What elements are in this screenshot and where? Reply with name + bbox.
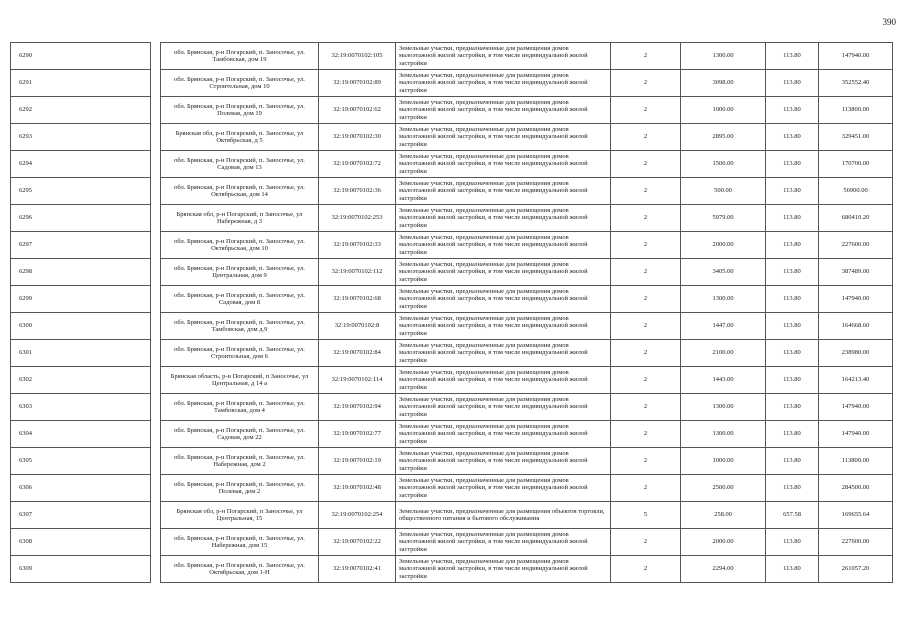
area-cell: 2100.00	[681, 340, 766, 367]
area-cell: 1300.00	[681, 43, 766, 70]
cadastral-number-cell: 32:19:0070102:19	[319, 448, 396, 475]
area-cell: 5979.00	[681, 205, 766, 232]
table-row	[11, 556, 893, 583]
specific-value-cell: 113.80	[766, 448, 819, 475]
table-row	[11, 340, 893, 367]
area-cell: 2000.00	[681, 232, 766, 259]
cadastral-value-cell: 147940.00	[819, 394, 893, 421]
area-cell: 1000.00	[681, 448, 766, 475]
column-gap	[151, 529, 161, 556]
specific-value-cell: 657.58	[766, 502, 819, 529]
land-use-cell: Земельные участки, предназначенные для размещения домов малоэтажной жилой застройки, в том числе индивидуальной жилой застройки	[396, 43, 611, 70]
cadastral-number-cell: 32:19:0070102:36	[319, 178, 396, 205]
cadastral-value-cell: 238980.00	[819, 340, 893, 367]
address-cell: обл. Брянская, р-н Погарский, п. Заносочье, ул. Садовая, дом 22	[161, 421, 319, 448]
specific-value-cell: 113.80	[766, 313, 819, 340]
group-cell: 2	[611, 151, 681, 178]
land-use-cell: Земельные участки, предназначенные для размещения домов малоэтажной жилой застройки, в том числе индивидуальной жилой застройки	[396, 475, 611, 502]
row-number: 6293	[11, 124, 151, 151]
specific-value-cell: 113.80	[766, 286, 819, 313]
land-use-cell: Земельные участки, предназначенные для размещения домов малоэтажной жилой застройки, в том числе индивидуальной жилой застройки	[396, 286, 611, 313]
land-use-cell: Земельные участки, предназначенные для размещения домов малоэтажной жилой застройки, в том числе индивидуальной жилой застройки	[396, 232, 611, 259]
land-use-cell: Земельные участки, предназначенные для размещения домов малоэтажной жилой застройки, в том числе индивидуальной жилой застройки	[396, 529, 611, 556]
land-use-cell: Земельные участки, предназначенные для размещения домов малоэтажной жилой застройки, в том числе индивидуальной жилой застройки	[396, 259, 611, 286]
address-cell: обл. Брянская, р-н Погарский, п. Заносочье, ул. Полевая, дом 2	[161, 475, 319, 502]
row-number: 6309	[11, 556, 151, 583]
cadastral-number-cell: 32:19:0070102:72	[319, 151, 396, 178]
group-cell: 2	[611, 43, 681, 70]
area-cell: 258.00	[681, 502, 766, 529]
column-gap	[151, 286, 161, 313]
area-cell: 3098.00	[681, 70, 766, 97]
table-row	[11, 313, 893, 340]
column-gap	[151, 70, 161, 97]
row-number: 6304	[11, 421, 151, 448]
cadastral-number-cell: 32:19:0070102:94	[319, 394, 396, 421]
column-gap	[151, 340, 161, 367]
column-gap	[151, 259, 161, 286]
column-gap	[151, 502, 161, 529]
table-row	[11, 151, 893, 178]
cadastral-number-cell: 32:19:0070102:62	[319, 97, 396, 124]
address-cell: Брянская область, р-н Погарский, п Заносочье, ул Центральная, д 14 а	[161, 367, 319, 394]
row-number: 6300	[11, 313, 151, 340]
land-use-cell: Земельные участки, предназначенные для размещения домов малоэтажной жилой застройки, в том числе индивидуальной жилой застройки	[396, 394, 611, 421]
group-cell: 2	[611, 448, 681, 475]
group-cell: 2	[611, 97, 681, 124]
area-cell: 3405.00	[681, 259, 766, 286]
group-cell: 2	[611, 556, 681, 583]
specific-value-cell: 113.80	[766, 178, 819, 205]
cadastral-value-cell: 261057.20	[819, 556, 893, 583]
table-row	[11, 475, 893, 502]
cadastral-number-cell: 32:19:0070102:77	[319, 421, 396, 448]
cadastral-number-cell: 32:19:0070102:112	[319, 259, 396, 286]
specific-value-cell: 113.80	[766, 556, 819, 583]
area-cell: 2895.00	[681, 124, 766, 151]
area-cell: 2294.00	[681, 556, 766, 583]
group-cell: 2	[611, 367, 681, 394]
land-use-cell: Земельные участки, предназначенные для размещения домов малоэтажной жилой застройки, в том числе индивидуальной жилой застройки	[396, 421, 611, 448]
table-row	[11, 286, 893, 313]
cadastral-number-cell: 32:19:0070102:22	[319, 529, 396, 556]
page-number: 390	[882, 17, 896, 27]
specific-value-cell: 113.80	[766, 259, 819, 286]
specific-value-cell: 113.80	[766, 394, 819, 421]
table-row	[11, 232, 893, 259]
table-row	[11, 70, 893, 97]
column-gap	[151, 205, 161, 232]
column-gap	[151, 475, 161, 502]
cadastral-number-cell: 32:19:0070102:84	[319, 340, 396, 367]
column-gap	[151, 313, 161, 340]
row-number: 6291	[11, 70, 151, 97]
cadastral-value-cell: 164668.60	[819, 313, 893, 340]
group-cell: 2	[611, 529, 681, 556]
column-gap	[151, 232, 161, 259]
cadastral-number-cell: 32:19:0070102:68	[319, 286, 396, 313]
column-gap	[151, 367, 161, 394]
address-cell: обл. Брянская, р-н Погарский, п. Заносочье, ул. Тамбовская, дом 4	[161, 394, 319, 421]
land-use-cell: Земельные участки, предназначенные для размещения домов малоэтажной жилой застройки, в том числе индивидуальной жилой застройки	[396, 70, 611, 97]
area-cell: 1300.00	[681, 394, 766, 421]
cadastral-value-cell: 113800.00	[819, 448, 893, 475]
land-use-cell: Земельные участки, предназначенные для размещения домов малоэтажной жилой застройки, в том числе индивидуальной жилой застройки	[396, 178, 611, 205]
cadastral-number-cell: 32:19:0070102:41	[319, 556, 396, 583]
area-cell: 1500.00	[681, 151, 766, 178]
cadastral-value-cell: 147940.00	[819, 43, 893, 70]
cadastral-value-cell: 680410.20	[819, 205, 893, 232]
specific-value-cell: 113.80	[766, 232, 819, 259]
cadastral-number-cell: 32:19:0070102:48	[319, 475, 396, 502]
cadastral-value-cell: 227600.00	[819, 529, 893, 556]
group-cell: 2	[611, 394, 681, 421]
specific-value-cell: 113.80	[766, 97, 819, 124]
land-use-cell: Земельные участки, предназначенные для размещения домов малоэтажной жилой застройки, в том числе индивидуальной жилой застройки	[396, 340, 611, 367]
row-number: 6301	[11, 340, 151, 367]
land-use-cell: Земельные участки, предназначенные для размещения домов малоэтажной жилой застройки, в том числе индивидуальной жилой застройки	[396, 367, 611, 394]
group-cell: 2	[611, 70, 681, 97]
column-gap	[151, 178, 161, 205]
column-gap	[151, 556, 161, 583]
cadastral-number-cell: 32:19:0070102:114	[319, 367, 396, 394]
specific-value-cell: 113.80	[766, 43, 819, 70]
specific-value-cell: 113.80	[766, 205, 819, 232]
specific-value-cell: 113.80	[766, 151, 819, 178]
land-use-cell: Земельные участки, предназначенные для размещения домов малоэтажной жилой застройки, в том числе индивидуальной жилой застройки	[396, 205, 611, 232]
address-cell: обл. Брянская, р-н Погарский, п. Заносочье, ул. Набережная, дом 15	[161, 529, 319, 556]
address-cell: обл. Брянская, р-н Погарский, п. Заносочье, ул. Тамбовская, дом 19	[161, 43, 319, 70]
specific-value-cell: 113.80	[766, 367, 819, 394]
group-cell: 2	[611, 178, 681, 205]
address-cell: обл. Брянская, р-н Погарский, п. Заносочье, ул. Тамбовская, дом д.9	[161, 313, 319, 340]
column-gap	[151, 124, 161, 151]
cadastral-value-cell: 284500.00	[819, 475, 893, 502]
row-number: 6294	[11, 151, 151, 178]
column-gap	[151, 394, 161, 421]
table-row	[11, 502, 893, 529]
row-number: 6307	[11, 502, 151, 529]
row-number: 6295	[11, 178, 151, 205]
area-cell: 1300.00	[681, 421, 766, 448]
specific-value-cell: 113.80	[766, 340, 819, 367]
row-number: 6303	[11, 394, 151, 421]
area-cell: 2500.00	[681, 475, 766, 502]
address-cell: обл. Брянская, р-н Погарский, п. Заносочье, ул. Октябрьская, дом 10	[161, 232, 319, 259]
row-number: 6296	[11, 205, 151, 232]
column-gap	[151, 43, 161, 70]
address-cell: Брянская обл, р-н Погарский, п Заносочье, ул Набережная, д 3	[161, 205, 319, 232]
table-row	[11, 394, 893, 421]
cadastral-number-cell: 32:19:0070102:33	[319, 232, 396, 259]
land-use-cell: Земельные участки, предназначенные для размещения домов малоэтажной жилой застройки, в том числе индивидуальной жилой застройки	[396, 313, 611, 340]
group-cell: 2	[611, 313, 681, 340]
address-cell: Брянская обл, р-н Погарский, п. Заносочье, ул Октябрьская, д 5	[161, 124, 319, 151]
cadastral-value-cell: 147940.00	[819, 286, 893, 313]
column-gap	[151, 448, 161, 475]
cadastral-value-cell: 169655.64	[819, 502, 893, 529]
address-cell: обл. Брянская, р-н Погарский, п. Заносочье, ул. Центральная, дом 9	[161, 259, 319, 286]
specific-value-cell: 113.80	[766, 529, 819, 556]
address-cell: обл. Брянская, р-н Погарский, п. Заносочье, ул. Садовая, дом 8	[161, 286, 319, 313]
table-row	[11, 178, 893, 205]
land-use-cell: Земельные участки, предназначенные для размещения домов малоэтажной жилой застройки, в том числе индивидуальной жилой застройки	[396, 556, 611, 583]
group-cell: 2	[611, 259, 681, 286]
area-cell: 1447.00	[681, 313, 766, 340]
area-cell: 1000.00	[681, 97, 766, 124]
row-number: 6308	[11, 529, 151, 556]
cadastral-value-cell: 352552.40	[819, 70, 893, 97]
cadastral-number-cell: 32:19:0070102:254	[319, 502, 396, 529]
group-cell: 2	[611, 286, 681, 313]
table-row	[11, 367, 893, 394]
row-number: 6305	[11, 448, 151, 475]
table-row	[11, 124, 893, 151]
group-cell: 2	[611, 124, 681, 151]
address-cell: Брянская обл, р-н Погарский, п Заносочье, ул Центральная, 15	[161, 502, 319, 529]
address-cell: обл. Брянская, р-н Погарский, п. Заносочье, ул. Садовая, дом 13	[161, 151, 319, 178]
specific-value-cell: 113.80	[766, 70, 819, 97]
address-cell: обл. Брянская, р-н Погарский, п. Заносочье, ул. Октябрьская, дом 1-Н	[161, 556, 319, 583]
land-use-cell: Земельные участки, предназначенные для размещения домов малоэтажной жилой застройки, в том числе индивидуальной жилой застройки	[396, 151, 611, 178]
specific-value-cell: 113.80	[766, 475, 819, 502]
area-cell: 500.00	[681, 178, 766, 205]
land-use-cell: Земельные участки, предназначенные для размещения домов малоэтажной жилой застройки, в том числе индивидуальной жилой застройки	[396, 448, 611, 475]
cadastral-number-cell: 32:19:0070102:105	[319, 43, 396, 70]
table-row	[11, 421, 893, 448]
area-cell: 2000.00	[681, 529, 766, 556]
row-number: 6298	[11, 259, 151, 286]
group-cell: 2	[611, 421, 681, 448]
cadastral-value-cell: 56900.00	[819, 178, 893, 205]
address-cell: обл. Брянская, р-н Погарский, п. Заносочье, ул. Строительная, дом 6	[161, 340, 319, 367]
table-row	[11, 448, 893, 475]
land-use-cell: Земельные участки, предназначенные для размещения объектов торговли, общественного питания и бытового обслуживания	[396, 502, 611, 529]
cadastral-value-cell: 387489.00	[819, 259, 893, 286]
row-number: 6292	[11, 97, 151, 124]
cadastral-value-cell: 147940.00	[819, 421, 893, 448]
table-row	[11, 43, 893, 70]
address-cell: обл. Брянская, р-н Погарский, п. Заносочье, ул. Строительная, дом 10	[161, 70, 319, 97]
cadastral-number-cell: 32:19:0070102:253	[319, 205, 396, 232]
table-row	[11, 259, 893, 286]
table-row	[11, 205, 893, 232]
group-cell: 2	[611, 475, 681, 502]
cadastral-value-cell: 170700.00	[819, 151, 893, 178]
cadastral-number-cell: 32:19:0070102:89	[319, 70, 396, 97]
cadastral-value-cell: 113800.00	[819, 97, 893, 124]
row-number: 6297	[11, 232, 151, 259]
row-number: 6290	[11, 43, 151, 70]
group-cell: 2	[611, 340, 681, 367]
address-cell: обл. Брянская, р-н Погарский, п. Заносочье, ул. Набережная, дом 2	[161, 448, 319, 475]
area-cell: 1300.00	[681, 286, 766, 313]
table-body	[11, 43, 893, 583]
address-cell: обл. Брянская, р-н Погарский, п. Заносочье, ул. Октябрьская, дом 14	[161, 178, 319, 205]
table-row	[11, 529, 893, 556]
cadastral-value-cell: 227600.00	[819, 232, 893, 259]
group-cell: 2	[611, 232, 681, 259]
column-gap	[151, 97, 161, 124]
row-number: 6306	[11, 475, 151, 502]
area-cell: 1443.00	[681, 367, 766, 394]
row-number: 6302	[11, 367, 151, 394]
column-gap	[151, 421, 161, 448]
cadastral-number-cell: 32:19:0070102:30	[319, 124, 396, 151]
cadastral-value-cell: 329451.00	[819, 124, 893, 151]
group-cell: 2	[611, 205, 681, 232]
row-number: 6299	[11, 286, 151, 313]
cadastral-value-table	[10, 42, 893, 583]
table-row	[11, 97, 893, 124]
land-use-cell: Земельные участки, предназначенные для размещения домов малоэтажной жилой застройки, в том числе индивидуальной жилой застройки	[396, 97, 611, 124]
group-cell: 5	[611, 502, 681, 529]
land-use-cell: Земельные участки, предназначенные для размещения домов малоэтажной жилой застройки, в том числе индивидуальной жилой застройки	[396, 124, 611, 151]
column-gap	[151, 151, 161, 178]
specific-value-cell: 113.80	[766, 421, 819, 448]
specific-value-cell: 113.80	[766, 124, 819, 151]
address-cell: обл. Брянская, р-н Погарский, п. Заносочье, ул. Полевая, дом 19	[161, 97, 319, 124]
cadastral-number-cell: 32:19:0070102:8	[319, 313, 396, 340]
cadastral-value-cell: 164213.40	[819, 367, 893, 394]
